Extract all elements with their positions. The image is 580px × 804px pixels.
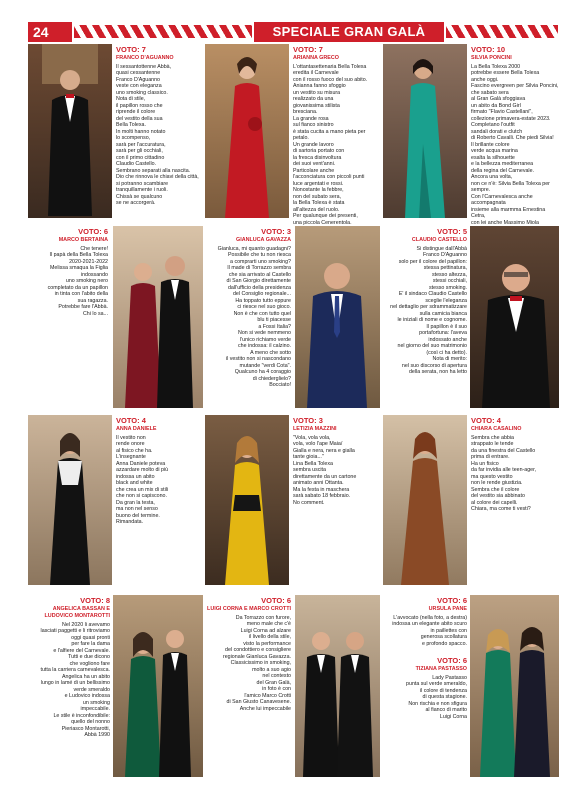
vote-label: VOTO: 6 — [261, 596, 291, 605]
vote-label: VOTO: 6 — [78, 227, 108, 236]
entry-text: Lady Pastasso punta sul verde smeraldo, il colore di tendenza di questa stagione. Non rischia e non sfigura al fianco di marito Luigi Corna — [406, 674, 467, 720]
entry-chiara-casalino — [471, 417, 559, 513]
entry-tiziana-pastasso — [383, 657, 467, 720]
person-name: CHIARA CASALINO — [471, 425, 522, 432]
vote-label: VOTO: 4 — [116, 416, 146, 425]
photo-marco-bertaina — [113, 226, 203, 408]
person-name: LUIGI CORNA E MARCO CROTTI — [207, 605, 291, 612]
person-name: ANGELICA BASSAN E LUDOVICO MONTAROTTI — [44, 605, 110, 619]
person-name: MARCO BERTAINA — [58, 236, 108, 243]
photo-luigi-marco — [295, 595, 380, 777]
photo-arianna-greco — [205, 44, 289, 218]
photo-ursula-tiziana — [470, 595, 559, 777]
vote-label: VOTO: 7 — [116, 45, 146, 54]
entry-text: Sembra che abbia strappato le tende da una finestra del Castello prima di entrare. Ha un fisico da far invidia alle teen-ager, ma questo vestito non le rende giustizia. Sembra che il colore del vestito sia abbinato al colore dei capelli. Chiara, ma come ti vesti? — [471, 434, 537, 512]
entry-silvia-poncini — [471, 46, 559, 246]
entry-angelica-ludovico — [28, 597, 110, 739]
photo-anna-daniele — [28, 415, 112, 585]
person-name: ARIANNA GRECO — [293, 54, 339, 61]
photo-gianluca-gavazza — [295, 226, 380, 408]
page-number: 24 — [28, 22, 72, 42]
entry-text: Che tenere! Il papà della Bella Tolexa 2020-2021-2022 Melissa smaqua la Figlia indossando uno smoking nero completato da un papillon in tinta con l'abito della sua ragazza. Potrebbe fare l'Abbà. Chi lo sa... — [47, 245, 108, 317]
entry-ursula-pane — [383, 597, 467, 647]
vote-label: VOTO: 8 — [80, 596, 110, 605]
person-name: TIZIANA PASTASSO — [415, 665, 467, 672]
vote-label: VOTO: 6 — [437, 596, 467, 605]
photo-silvia-poncini — [383, 44, 467, 218]
vote-label: VOTO: 3 — [261, 227, 291, 236]
entry-text: Nel 2020 li avevamo lasciati paggetti e li ritroviamo oggi quasi pronti per fare la dama e l'alfiere del Carnevale. Tutti e due dicono che vogliono fare tutta la carriera carnevalesca. Angelica ha un abito lungo in lamé di un bellissimo verde smeraldo e Ludovico indossa un smoking impeccabile. Le stile è inconfondibile: quello del nonno Pieriasco Montarotti, Abbà 1990 — [40, 621, 110, 738]
header-stripes-left — [74, 25, 252, 38]
vote-label: VOTO: 10 — [471, 45, 506, 54]
photo-chiara-casalino — [383, 415, 467, 585]
person-name: URSULA PANE — [428, 605, 467, 612]
entry-text: La Bella Tolexa 2000 potrebbe essere Bella Tolexa anche oggi. Fascino evergreen per Silvia Poncini, che sabato sera al Gran Galà sfoggiava un abito da Bond Girl firmato "Flavio Castellani", collezione primavera-estate 2023. Completano l'outfit sandali dorati e clutch di Roberto Cavalli. Che piedi Silvia! Il brillante colore verde acqua marina esalta la silhouette e la bellezza mediterranea della regina del Carnevale. Ancora una volta, non ce n'è: Silvia Bella Tolexa per sempre. Con l'Carnevalesca anche accompagnata insieme alla marmma Ernestina Cetra, con lei anche Massimo Miola — [471, 63, 559, 226]
person-name: SILVIA PONCINI — [471, 54, 512, 61]
entry-franco-daguanno — [116, 46, 200, 207]
vote-label: VOTO: 5 — [437, 227, 467, 236]
page-header — [28, 22, 558, 42]
entry-marco-bertaina — [28, 228, 108, 317]
vote-label: VOTO: 6 — [437, 656, 467, 665]
person-name: CLAUDIO CASTELLO — [411, 236, 467, 243]
entry-arianna-greco — [293, 46, 379, 226]
entry-gianluca-gavazza — [207, 228, 291, 389]
photo-franco-daguanno — [28, 44, 112, 218]
person-name: LETIZIA MAZZINI — [293, 425, 337, 432]
entry-text: L'ottantasettenaria Bella Tolexa eredita il Carnevale con il rosso fuoco del suo abito. Anianna fanno sfoggio un vestito su misura realizzato da una giovanissima stilista bresciana. La grande rosa sul fianco sinistro è stata cucita a mano pieta per petalo. Un grande lavoro di sartoria portato con la fresca disinvoltura dei suoi vent'anni. Particolare anche l'acconciatura con piccoli punti luce argentati e rossi. Nonostante la febbre, non del subato sera, la Bella Tolexa è stata all'altezza del ruolo. Per qualunque dei presenti, una piccola Cenerentola. — [293, 63, 368, 226]
entry-luigi-marco — [207, 597, 291, 712]
photo-letizia-mazzini — [205, 415, 289, 585]
entry-claudio-castello — [383, 228, 467, 376]
entry-text: Il sessantottenne Abbà, quasi cessantenne Franco D'Aguanno veste con eleganza uno smoking classico. Nota di stile, il papillon rosso che riprende il colore del vestito della sua Bella Tolexa. In molti hanno notato lo scompenso, sarà per l'accuratura, sarà per gli occhiali, con il primo cittadino Claudio Castello. Sembrano separati alla nascita. Dio che rinnova le chiavi della città, si potranno scambiare tranquillamente i ruoli. Chissà se qualcuno se ne accorgerà. — [116, 63, 199, 206]
entry-letizia-mazzini — [293, 417, 379, 506]
vote-label: VOTO: 7 — [293, 45, 323, 54]
entry-anna-daniele — [116, 417, 200, 526]
person-name: ANNA DANIELE — [116, 425, 157, 432]
entry-text: Gianluca, mi quanto guadagni? Possibile che tu non riesca a comprarti uno smoking? Il made di Torrazzo sembra che sia arrivato al Castello di San Giorgio direttamente dall'ufficio della presidenza del Consiglio regionale... Ha toppato tutto eppure ci riesce nel suo gioco. Non è che con tutto quel blu ti piacesse a Fossi Italia? Non si vede nemmeno l'unico richiamo verde che indossa: il calzino. A meno che sotto il vestito non si nascondano mutande "verdi Cota". Qualcuno ha 4 coraggio di chiederglielo? Bocciato! — [217, 245, 291, 388]
photo-angelica-ludovico — [113, 595, 203, 777]
entry-text: Il vestito non rende onore al fisico che ha. L'insegnante Anna Daniele poteva azzardare molto di più indossa un abito black and white che crea un mix di stili che non si capiscono. Da gran la testa, ma non nel senso buono del termine. Rimandata. — [116, 434, 169, 525]
person-name: FRANCO D'AGUANNO — [116, 54, 174, 61]
section-banner: SPECIALE GRAN GALÀ — [254, 22, 444, 42]
entry-text: Da Torrazzo con furore, meno male che c'è Luigi Corna ad alzare il livello della stile, visto la performance del condottiero e consigliere regionale Gianluca Gavazza. Classicissimo in smoking, molto a suo agio nel contesto del Gran Galà, in foto è con l'amico Marco Crotti di San Giusto Canavesene. Anche lui impeccabile — [222, 614, 291, 712]
entry-text: "Vola, vola vola, vola, volo l'ape Maia/ Gialla e nera, nera e gialla tante gioia..." Lina Bella Tolexa sembra uscita direttamente da un cartone animato anni Ottanta. Ma la festa in maschera sarà sabato 18 febbraio. No comment. — [293, 434, 357, 506]
person-name: GIANLUCA GAVAZZA — [236, 236, 291, 243]
entry-text: Si distingue dall'Abbà Franco D'Aguanno solo per il colore del papillon: stessa pettinatura, stesso altezza, stessi occhiali, stesso smoking. E' il sindaco Claudio Castello sceglie l'eleganza nel dettaglio per sdrammatizzare sulla camicia bianca le iniziali di nome e cognome. Il papillon è il suo portafortuna: l'aveva indossato anche nel giorno del suo matrimonio (così ci ha detto). Nota di merito: nel suo discorso di apertura della serata, non ha letto — [390, 245, 467, 375]
photo-claudio-castello — [470, 226, 559, 408]
entry-text: L'avvocato (nella foto, a destra) indossa un elegante abito scuro in paillettes con generosa scollatura e profondo spacco. — [392, 614, 467, 647]
vote-label: VOTO: 3 — [293, 416, 323, 425]
header-stripes-right — [446, 25, 558, 38]
vote-label: VOTO: 4 — [471, 416, 501, 425]
